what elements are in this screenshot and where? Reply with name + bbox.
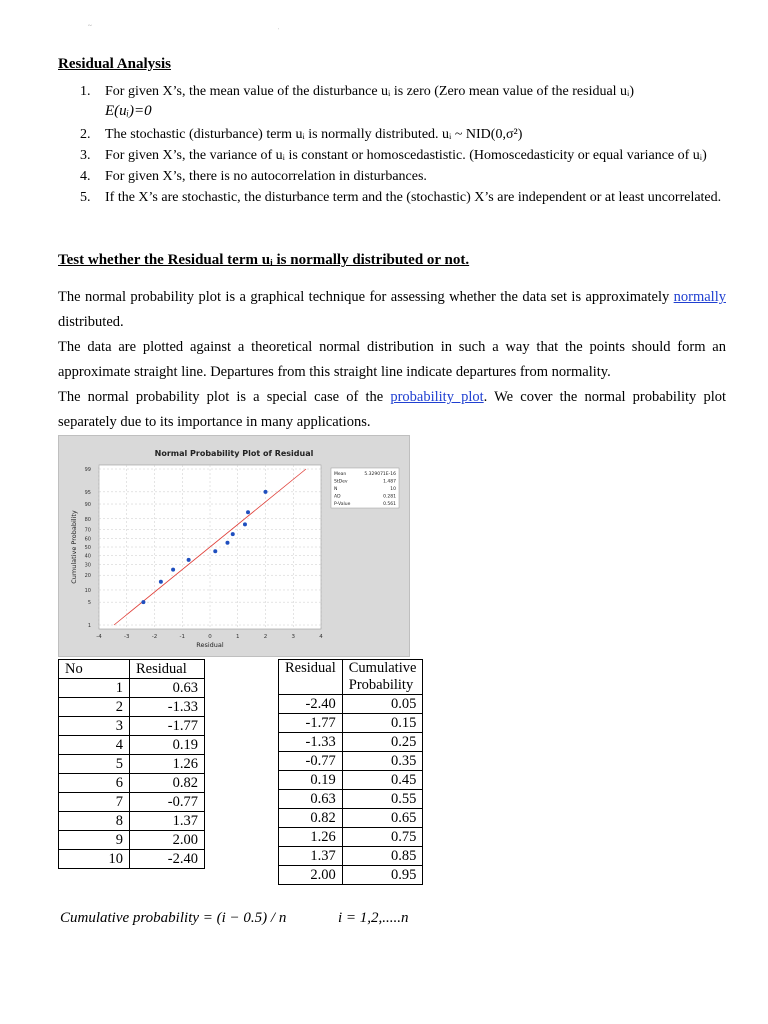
table-cell: -1.77 (130, 717, 205, 736)
y-axis-label: Cumulative Probability (70, 510, 78, 584)
stats-value: 10 (390, 487, 396, 492)
table-cell: 0.95 (342, 866, 423, 885)
y-tick-label: 80 (84, 516, 91, 523)
y-tick-label: 40 (84, 553, 91, 560)
x-tick-label: -3 (124, 634, 130, 640)
stats-label: AD (334, 494, 341, 500)
list-item: 3. For given X’s, the variance of uᵢ is constant or homoscedastistic. (Homoscedasticity or equal variance of uᵢ) (80, 148, 707, 163)
table-cell: -1.33 (130, 698, 205, 717)
table-cell: 0.05 (342, 695, 423, 714)
residual-header-cell: Residual (130, 660, 205, 679)
table-cell: 0.82 (130, 774, 205, 793)
table-row (59, 679, 205, 698)
table-cell: 7 (59, 793, 130, 812)
chart-svg (59, 436, 409, 656)
x-tick-label: 0 (208, 634, 212, 640)
x-tick-label: -2 (151, 634, 158, 640)
table-cell: 2.00 (130, 831, 205, 850)
residual-header-row (59, 660, 205, 679)
assumptions-list (58, 82, 728, 209)
table-cell: 3 (59, 717, 130, 736)
table-cell: 0.19 (279, 771, 343, 790)
x-tick-label: -1 (179, 634, 185, 640)
list-item: 2. The stochastic (disturbance) term uᵢ is normally distributed. uᵢ ~ NID(0,σ²) (80, 127, 523, 142)
table-cell: 0.63 (279, 790, 343, 809)
y-tick-label: 50 (84, 545, 91, 551)
table-row (279, 733, 423, 752)
paragraph: The normal probability plot is a graphical technique for assessing whether the data set is approximately normally distributed. (58, 289, 726, 330)
table-row (59, 850, 205, 869)
table-cell: -1.33 (279, 733, 343, 752)
section-heading: Residual Analysis (58, 56, 171, 72)
table-cell: 0.35 (342, 752, 423, 771)
y-tick-label: 5 (87, 600, 91, 607)
table-row (59, 793, 205, 812)
y-tick-label: 20 (84, 573, 91, 580)
y-tick-label: 60 (84, 536, 91, 543)
table-cell: 0.82 (279, 809, 343, 828)
table-cell: 2 (59, 698, 130, 717)
table-cell: -0.77 (279, 752, 343, 771)
x-tick-label: 3 (291, 634, 295, 640)
y-tick-label: 70 (84, 527, 91, 534)
index-range: i = 1,2,.....n (338, 910, 409, 926)
cumprob-header-cell: Residual (279, 660, 343, 695)
list-item: 1. For given X’s, the mean value of the disturbance uᵢ is zero (Zero mean value of the residual uᵢ) E(uᵢ)=0 (58, 82, 728, 121)
table-cell: 0.63 (130, 679, 205, 698)
table-cell: 2.00 (279, 866, 343, 885)
x-axis-label: Residual (196, 641, 224, 649)
table-row (59, 831, 205, 850)
residual-table (58, 659, 205, 869)
cumulative-probability-table (278, 659, 423, 885)
stats-value: 0.561 (383, 502, 396, 507)
residual-header-cell: No (59, 660, 130, 679)
table-row (279, 809, 423, 828)
table-cell: -2.40 (130, 850, 205, 869)
cumulative-probability-formula: Cumulative probability = (i − 0.5) / n (60, 910, 287, 926)
table-cell: 0.75 (342, 828, 423, 847)
paragraph: The normal probability plot is a special case of the probability plot. We cover the normal probability plot separately due to its importance in many applications. (58, 389, 726, 430)
table-cell: 10 (59, 850, 130, 869)
table-row (59, 755, 205, 774)
table-cell: 0.85 (342, 847, 423, 866)
table-row (59, 698, 205, 717)
x-tick-label: 4 (319, 634, 323, 640)
table-cell: 0.25 (342, 733, 423, 752)
x-tick-label: -4 (96, 634, 102, 640)
chart-title: Normal Probability Plot of Residual (154, 449, 314, 458)
data-point (171, 568, 175, 572)
table-cell: 4 (59, 736, 130, 755)
table-row (59, 717, 205, 736)
table-row (279, 695, 423, 714)
body-text (58, 285, 726, 435)
table-cell: 6 (59, 774, 130, 793)
data-point (264, 490, 268, 494)
stats-value: 1.487 (383, 479, 396, 485)
table-cell: 0.55 (342, 790, 423, 809)
stats-label: StDev (334, 479, 348, 485)
table-row (279, 771, 423, 790)
table-row (59, 736, 205, 755)
table-cell: 8 (59, 812, 130, 831)
data-point (141, 600, 145, 604)
table-row (279, 866, 423, 885)
y-tick-label: 10 (84, 587, 91, 594)
table-cell: 1.26 (279, 828, 343, 847)
top-mark: ~ (88, 22, 92, 30)
probability-plot-link[interactable]: probability plot (390, 389, 484, 405)
test-heading: Test whether the Residual term uᵢ is normally distributed or not. (58, 252, 470, 268)
x-tick-label: 1 (236, 634, 240, 640)
table-cell: 5 (59, 755, 130, 774)
table-row (279, 828, 423, 847)
list-item: 5. If the X’s are stochastic, the disturbance term and the (stochastic) X’s are independent or at least uncorrelated. (80, 190, 722, 205)
cumprob-header-row (279, 660, 423, 695)
table-row (279, 847, 423, 866)
normally-link[interactable]: normally (673, 289, 726, 305)
stats-value: 0.281 (383, 494, 396, 500)
cumprob-header-cell: Cumulative Probability (342, 660, 423, 695)
data-point (231, 532, 235, 536)
x-tick-label: 2 (263, 634, 268, 640)
paragraph: The data are plotted against a theoretical normal distribution in such a way that the points should form an approximate straight line. Departures from this straight line indicate departures from normality. (58, 339, 726, 380)
table-row (279, 790, 423, 809)
table-cell: -0.77 (130, 793, 205, 812)
list-item: 4. For given X’s, there is no autocorrelation in disturbances. (80, 169, 427, 184)
table-cell: 0.45 (342, 771, 423, 790)
mean-formula: E(uᵢ)=0 (105, 103, 152, 119)
y-tick-label: 30 (84, 562, 91, 569)
data-point (243, 522, 247, 526)
table-cell: 0.19 (130, 736, 205, 755)
y-tick-label: 99 (84, 467, 91, 473)
data-point (213, 549, 217, 553)
table-cell: 0.65 (342, 809, 423, 828)
top-mark-2: ' (278, 28, 280, 34)
table-row (279, 714, 423, 733)
data-point (187, 558, 191, 562)
stats-label: P-Value (334, 502, 351, 507)
table-row (279, 752, 423, 771)
data-point (159, 580, 163, 584)
table-row (59, 774, 205, 793)
table-cell: 9 (59, 831, 130, 850)
y-tick-label: 95 (84, 489, 91, 496)
table-row (59, 812, 205, 831)
normal-probability-plot (58, 435, 410, 657)
table-cell: 1.37 (279, 847, 343, 866)
table-cell: 0.15 (342, 714, 423, 733)
table-cell: 1.26 (130, 755, 205, 774)
table-cell: 1.37 (130, 812, 205, 831)
stats-label: Mean (334, 472, 347, 477)
stats-value: 5.329071E-16 (364, 472, 396, 477)
data-point (225, 541, 229, 545)
table-cell: 1 (59, 679, 130, 698)
stats-label: N (334, 487, 338, 492)
table-cell: -2.40 (279, 695, 343, 714)
table-cell: -1.77 (279, 714, 343, 733)
y-tick-label: 90 (84, 502, 91, 509)
y-tick-label: 1 (87, 623, 91, 629)
data-point (246, 510, 250, 514)
